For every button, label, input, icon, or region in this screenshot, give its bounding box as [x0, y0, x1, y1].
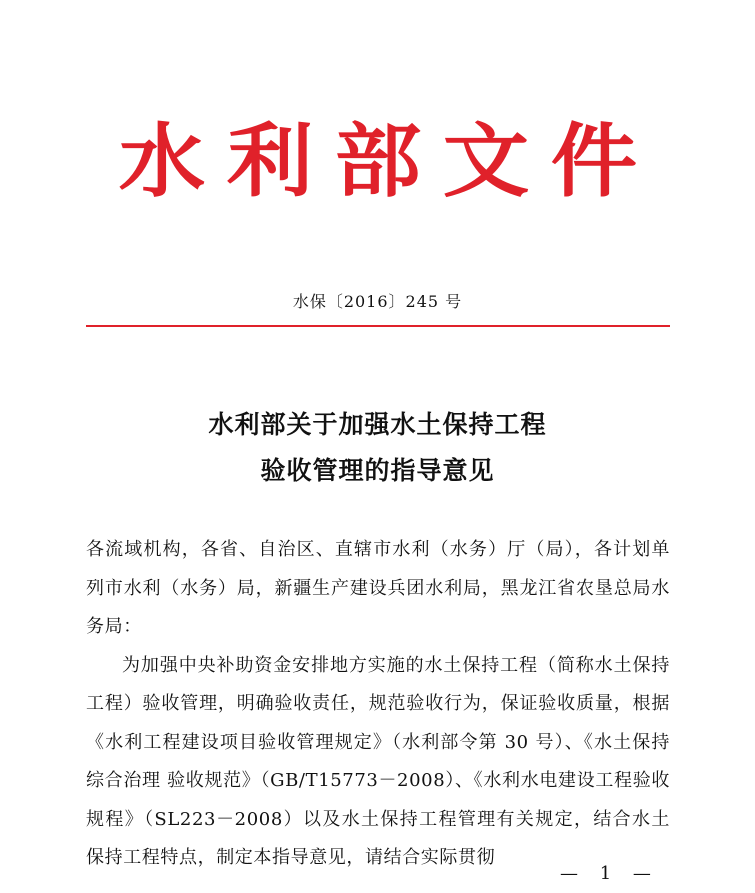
document-masthead	[0, 112, 755, 212]
masthead-char-1: 水	[118, 115, 205, 208]
masthead-char-3: 部	[334, 115, 421, 208]
title-line-1: 水利部关于加强水土保持工程	[208, 410, 547, 439]
title-line-2: 验收管理的指导意见	[260, 456, 495, 485]
document-number: 水保〔2016〕245 号	[292, 292, 463, 311]
page-number: — 1 —	[560, 863, 659, 884]
document-title	[0, 402, 755, 494]
red-divider-line	[86, 325, 670, 327]
body-paragraph-1: 为加强中央补助资金安排地方实施的水土保持工程（简称水土保持工程）验收管理，明确验收责任，规范验收行为，保证验收质量，根据《水利工程建设项目验收管理规定》（水利部令第 30 号）、《水土保持综合治理 验收规范》（GB/T15773－2008）、《水利水电建设工程验收规程》（SL223－2008）以及水土保持工程管理有关规定，结合水土保持工程特点，制定本指导意见，请结合实际贯彻	[86, 654, 670, 868]
recipients-paragraph: 各流域机构，各省、自治区、直辖市水利（水务）厅（局），各计划单列市水利（水务）局，新疆生产建设兵团水利局，黑龙江省农垦总局水务局：	[86, 539, 670, 637]
document-body	[86, 531, 670, 878]
masthead-char-5: 件	[550, 115, 637, 208]
masthead-char-4: 文	[442, 115, 529, 208]
masthead-char-2: 利	[226, 115, 313, 208]
